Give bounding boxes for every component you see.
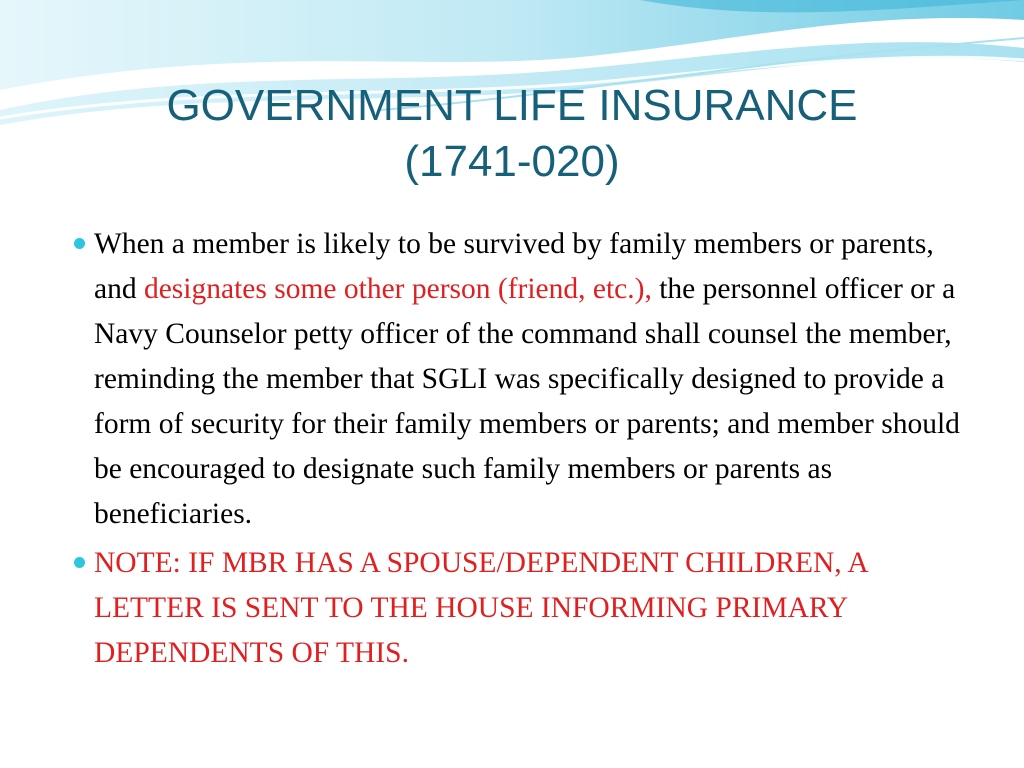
bullet-item-1 [60,222,960,537]
bullet-dot-icon [74,557,85,568]
slide-title [60,78,964,190]
bullet-dot-icon [74,238,85,249]
bullet-1-text-start: When a member is likely to be survived by family members or parents, and [94,228,934,305]
bullet-2-note: NOTE: IF MBR HAS A SPOUSE/DEPENDENT CHILDREN, A LETTER IS SENT TO THE HOUSE INFORMING PRIMARY DEPENDENTS OF THIS. [94,547,868,669]
bullet-1-highlight: designates some other person (friend, etc.), [143,273,652,305]
title-line-2: (1741-020) [404,137,620,186]
bullet-1-text-end: the personnel officer or a Navy Counselor petty officer of the command shall counsel the member, reminding the member that SGLI was specifically designed to provide a form of security for their family members or parents; and member should be encouraged to designate such family members or parents as beneficiaries. [94,273,960,530]
bullet-item-2 [60,541,960,676]
title-line-1: GOVERNMENT LIFE INSURANCE [166,81,858,130]
slide-body [60,222,960,680]
